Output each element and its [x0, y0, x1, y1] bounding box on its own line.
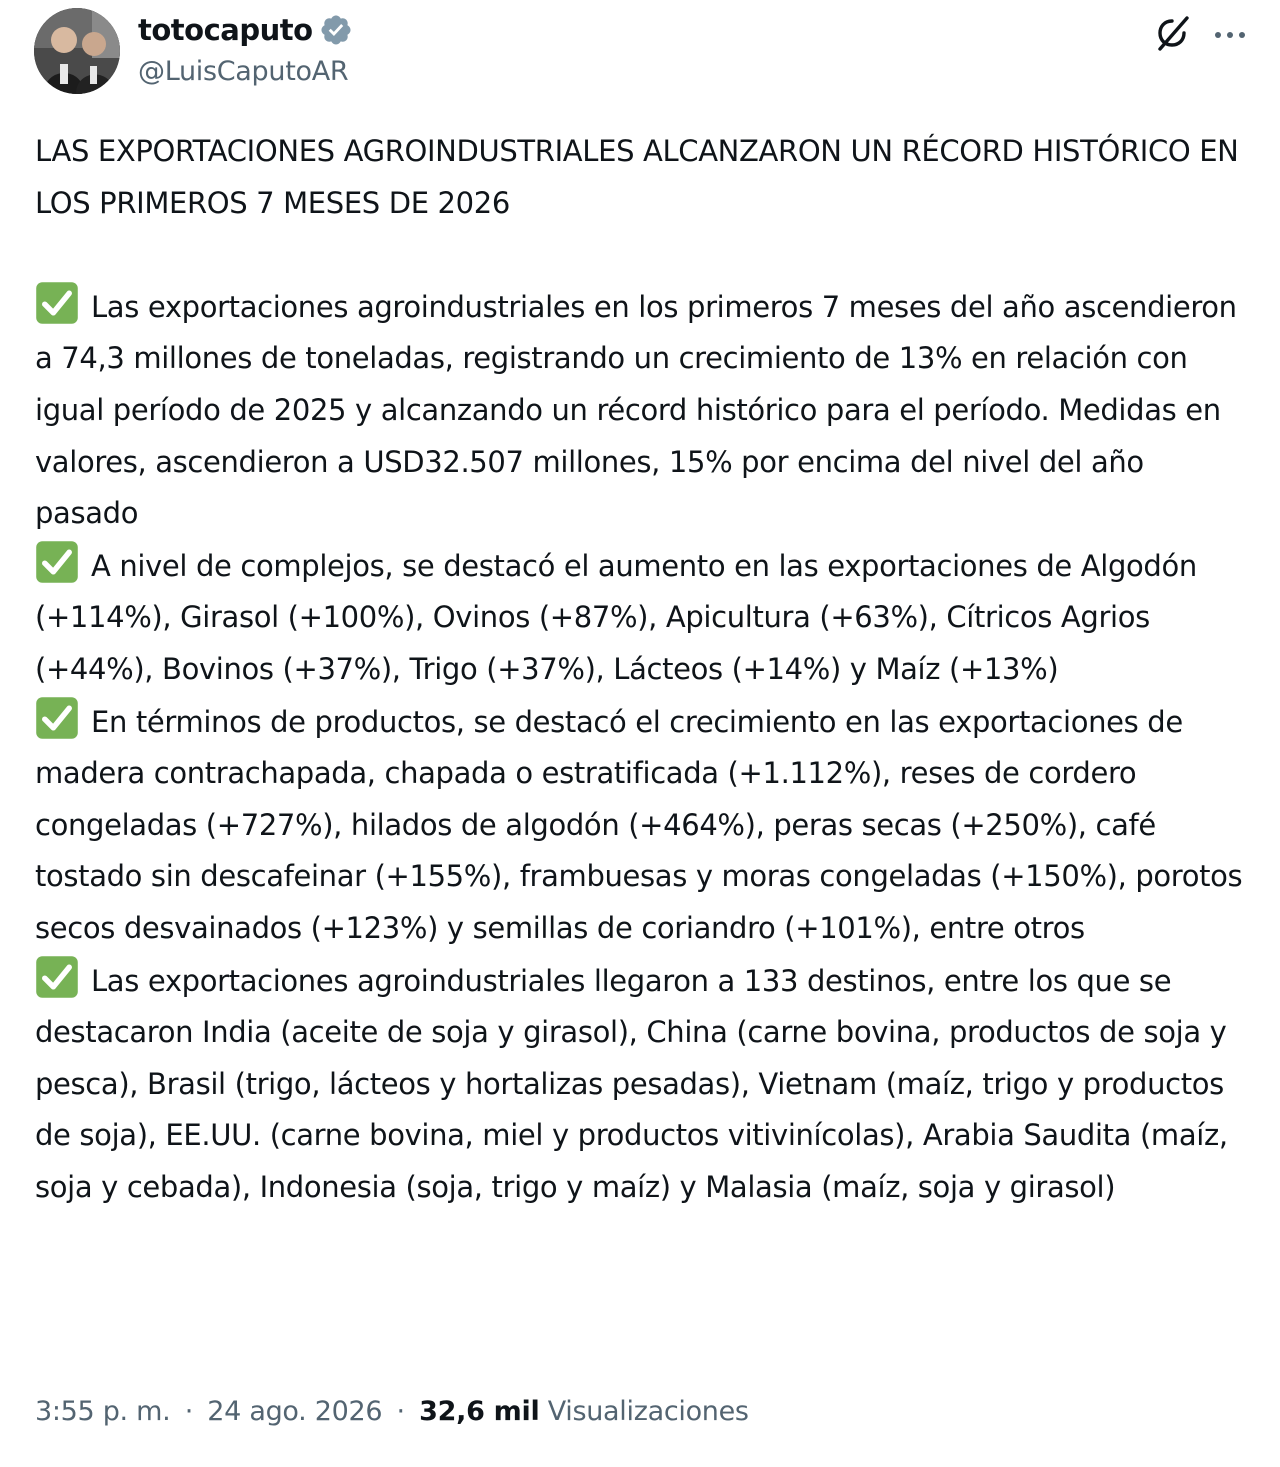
views-count: 32,6 mil — [419, 1396, 540, 1427]
tweet-bullet-text: A nivel de complejos, se destacó el aumento en las exportaciones de Algodón (+114%), Girasol (+100%), Ovinos (+87%), Apicultura (+63%), Cítricos Agrios (+44%), Bovinos (+37%), Trigo (+37%), Lácteos (+14%) y Maíz (+13%) — [35, 548, 1197, 686]
tweet-header — [34, 8, 1246, 98]
tweet-bullet-text: Las exportaciones agroindustriales llegaron a 133 destinos, entre los que se destacaron India (aceite de soja y girasol), China (carne bovina, productos de soja y pesca), Brasil (trigo, lácteos y hortalizas pesadas), Vietnam (maíz, trigo y productos de soja), EE.UU. (carne bovina, miel y productos vitivinícolas), Arabia Saudita (maíz, soja y cebada), Indonesia (soja, trigo y maíz) y Malasia (maíz, soja y girasol) — [35, 963, 1228, 1204]
grok-icon[interactable] — [1152, 12, 1194, 54]
check-mark-button-icon — [35, 540, 79, 584]
tweet-bullet — [35, 696, 1255, 955]
author-handle[interactable]: @LuisCaputoAR — [138, 56, 349, 87]
views-label: Visualizaciones — [547, 1396, 749, 1427]
check-mark-button-icon — [35, 955, 79, 999]
check-mark-button-icon — [35, 281, 79, 325]
meta-separator: · — [396, 1396, 405, 1427]
author-names — [138, 10, 353, 87]
tweet-date[interactable]: 24 ago. 2026 — [207, 1396, 383, 1427]
check-mark-button-icon — [35, 696, 79, 740]
verified-badge-icon[interactable] — [319, 13, 353, 47]
more-options-icon[interactable] — [1210, 14, 1250, 54]
tweet-bullet-text: En términos de productos, se destacó el crecimiento en las exportaciones de madera contrachapada, chapada o estratificada (+1.112%), reses de cordero congeladas (+727%), hilados de algodón (+464%), peras secas (+250%), café tostado sin descafeinar (+155%), frambuesas y moras congeladas (+150%), porotos secos desvainados (+123%) y semillas de coriandro (+101%), entre otros — [35, 704, 1243, 945]
tweet-headline: LAS EXPORTACIONES AGROINDUSTRIALES ALCANZARON UN RÉCORD HISTÓRICO EN LOS PRIMEROS 7 MESES DE 2026 — [35, 134, 1239, 220]
tweet-time[interactable]: 3:55 p. m. — [35, 1396, 171, 1427]
display-name[interactable]: totocaputo — [138, 13, 313, 47]
avatar-photo-icon — [34, 8, 120, 94]
tweet-bullet — [35, 281, 1255, 540]
meta-separator: · — [184, 1396, 193, 1427]
tweet-meta — [35, 1396, 749, 1427]
tweet-bullet — [35, 540, 1255, 696]
avatar[interactable] — [34, 8, 120, 94]
tweet-bullet-text: Las exportaciones agroindustriales en los primeros 7 meses del año ascendieron a 74,3 millones de toneladas, registrando un crecimiento de 13% en relación con igual período de 2025 y alcanzando un récord histórico para el período. Medidas en valores, ascendieron a USD32.507 millones, 15% por encima del nivel del año pasado — [35, 289, 1237, 531]
tweet-text — [35, 126, 1255, 1213]
tweet-bullet — [35, 955, 1255, 1214]
display-name-row — [138, 10, 353, 50]
